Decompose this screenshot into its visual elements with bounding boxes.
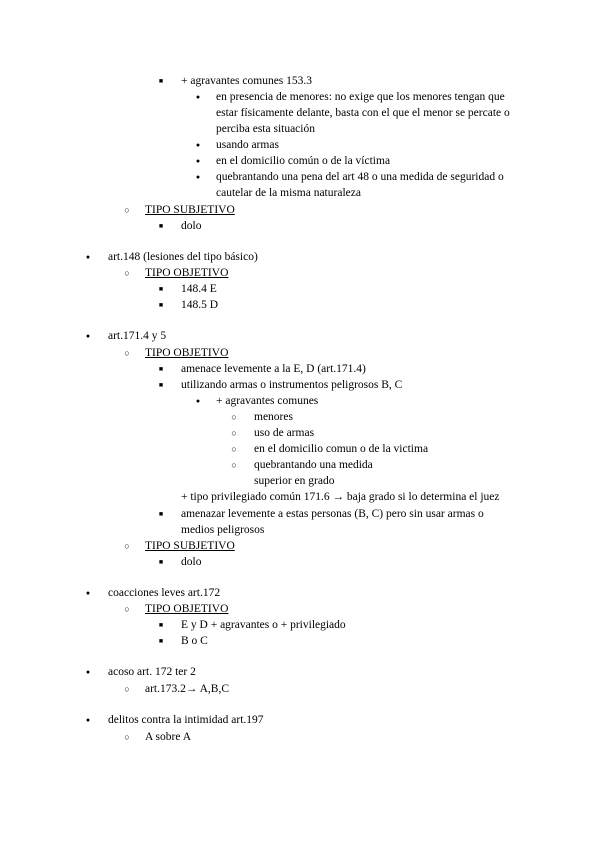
bullet-square-icon [156,218,166,235]
bullet-square-icon [156,554,166,571]
bullet-square-icon [156,617,166,634]
bullet-square-icon [156,377,166,394]
list-item-text: art.148 (lesiones del tipo básico) [108,251,258,263]
list-item-text: quebrantando una pena del art 48 o una medida de seguridad o [216,171,504,183]
list-item-text: + tipo privilegiado común 171.6 → baja grado si lo determina el juez [181,491,500,503]
list-item-text: art.173.2→ A,B,C [145,683,230,695]
list-item-text: dolo [181,556,202,568]
bullet-disc-icon [83,585,93,602]
list-item-text: E y D + agravantes o + privilegiado [181,619,346,631]
bullet-square-icon [156,73,166,90]
bullet-square-icon [156,281,166,298]
list-item-text: quebrantando una medida [254,459,373,471]
bullet-square-icon [156,506,166,523]
bullet-disc-icon [193,137,203,154]
list-item-text: dolo [181,220,202,232]
list-item-text: acoso art. 172 ter 2 [108,666,196,678]
list-item-text: amenace levemente a la E, D (art.171.4) [181,363,366,375]
bullet-disc-icon [193,153,203,170]
bullet-disc-icon [193,169,203,186]
list-item-text: delitos contra la intimidad art.197 [108,714,264,726]
bullet-circle-icon [229,409,239,425]
bullet-disc-icon [83,328,93,345]
bullet-disc-icon [83,712,93,729]
list-item-text: perciba esta situación [216,123,315,135]
list-item-text: A sobre A [145,731,191,743]
bullet-circle-icon [122,538,132,554]
list-item-text: uso de armas [254,427,315,439]
list-item-text: B o C [181,635,208,647]
list-item-text: utilizando armas o instrumentos peligrosos B, C [181,379,403,391]
list-item-text: coacciones leves art.172 [108,587,221,599]
bullet-disc-icon [193,393,203,410]
list-item-text: usando armas [216,139,279,151]
list-item-text: 148.5 D [181,299,219,311]
bullet-square-icon [156,633,166,650]
section-heading: TIPO SUBJETIVO [145,540,235,552]
list-item-text: art.171.4 y 5 [108,330,167,342]
list-item-text: en presencia de menores: no exige que los menores tengan que [216,91,505,103]
bullet-circle-icon [229,441,239,457]
section-heading: TIPO OBJETIVO [145,347,229,359]
bullet-disc-icon [193,89,203,106]
bullet-circle-icon [122,265,132,281]
list-item-text: estar físicamente delante, basta con el que el menor se percate o [216,107,510,119]
list-item-text: medios peligrosos [181,524,265,536]
bullet-square-icon [156,297,166,314]
bullet-circle-icon [229,425,239,441]
bullet-circle-icon [122,345,132,361]
list-item-text: en el domicilio comun o de la victima [254,443,429,455]
bullet-disc-icon [83,249,93,266]
list-item-text: en el domicilio común o de la víctima [216,155,391,167]
section-heading: TIPO OBJETIVO [145,603,229,615]
bullet-square-icon [156,361,166,378]
list-item-text: superior en grado [254,475,335,487]
bullet-circle-icon [122,729,132,745]
bullet-circle-icon [229,457,239,473]
list-item-text: + agravantes comunes 153.3 [181,75,313,87]
bullet-circle-icon [122,601,132,617]
section-heading: TIPO SUBJETIVO [145,204,235,216]
list-item-text: cautelar de la misma naturaleza [216,187,361,199]
bullet-circle-icon [122,202,132,218]
list-item-text: + agravantes comunes [216,395,319,407]
section-heading: TIPO OBJETIVO [145,267,229,279]
list-item-text: amenazar levemente a estas personas (B, C) pero sin usar armas o [181,508,484,520]
bullet-circle-icon [122,681,132,697]
list-item-text: menores [254,411,293,423]
list-item-text: 148.4 E [181,283,217,295]
bullet-disc-icon [83,664,93,681]
